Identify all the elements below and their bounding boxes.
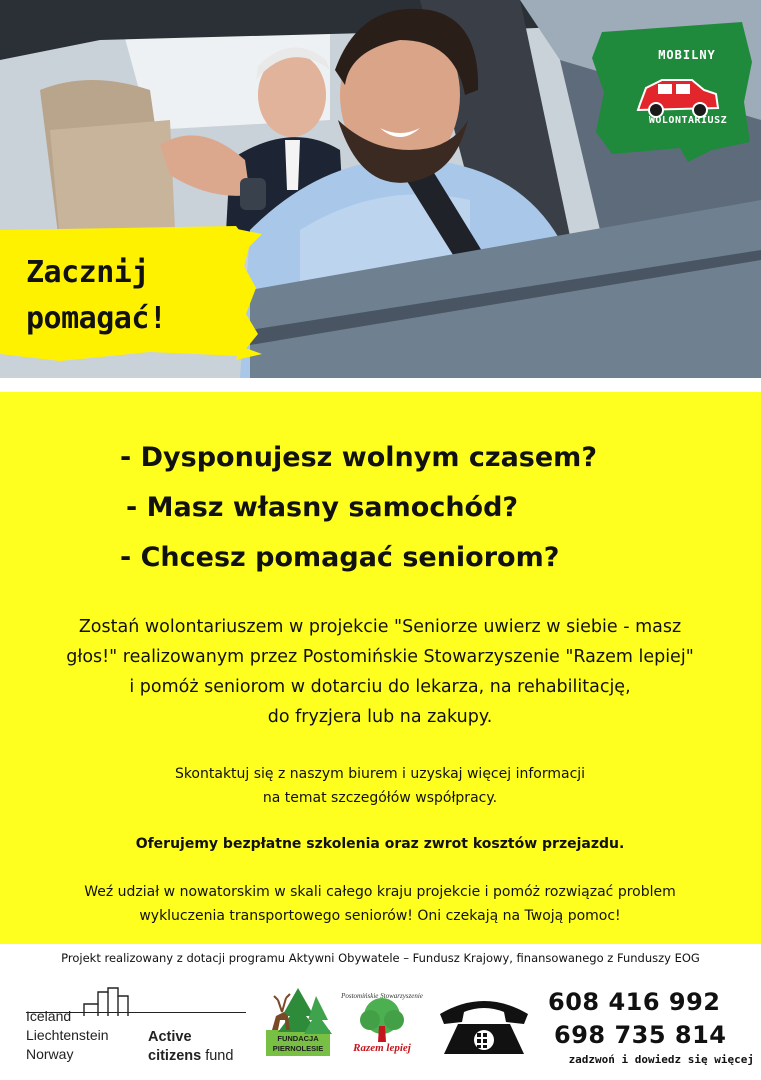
telephone-icon	[436, 994, 532, 1056]
tree-icon	[360, 998, 404, 1042]
fundacja-line: FUNDACJA	[277, 1034, 319, 1043]
funding-note: Projekt realizowany z dotacji programu Aktywni Obywatele – Fundusz Krajowy, finansowanego z Funduszy EOG	[61, 951, 700, 965]
question-item: - Masz własny samochód?	[126, 492, 519, 523]
fundacja-line: PIERNOLESIE	[272, 1044, 324, 1053]
razem-name: Razem lepiej	[353, 1042, 411, 1054]
main-paragraph	[20, 612, 740, 732]
logo-subtitle: WOLONTARIUSZ	[648, 115, 728, 126]
fundacja-label	[265, 1034, 331, 1054]
country-name: Iceland	[26, 1008, 72, 1024]
active-citizens-fund	[148, 1028, 268, 1066]
fund-label: fund	[201, 1048, 234, 1064]
eea-countries	[26, 1007, 136, 1064]
paragraph-line: na temat szczegółów współpracy.	[262, 790, 498, 806]
paragraph-line: Skontaktuj się z naszym biurem i uzyskaj więcej informacji	[174, 766, 586, 782]
country-name: Norway	[26, 1046, 74, 1062]
paragraph-line: Zostań wolontariuszem w projekcie "Seniorze uwierz w siebie - masz	[78, 617, 682, 637]
paragraph-line: do fryzjera lub na zakupy.	[267, 707, 493, 727]
paragraph-line: wykluczenia transportowego seniorów! Oni czekają na Twoją pomoc!	[139, 908, 621, 924]
mobilny-wolontariusz-logo	[592, 22, 752, 162]
logo-title: MOBILNY	[658, 48, 716, 62]
citizens-label: citizens	[148, 1048, 202, 1064]
final-paragraph	[20, 880, 740, 928]
tagline-text: Zacznij pomagać!	[26, 255, 167, 336]
offer-text: Oferujemy bezpłatne szkolenia oraz zwrot kosztów przejazdu.	[135, 836, 625, 852]
active-label: Active	[148, 1029, 192, 1045]
questions-list	[120, 433, 680, 583]
question-item: - Dysponujesz wolnym czasem?	[120, 442, 597, 473]
call-to-action: zadzwoń i dowiedz się więcej	[568, 1053, 754, 1066]
contact-paragraph	[20, 762, 740, 810]
paragraph-line: głos!" realizowanym przez Postomińskie Stowarzyszenie "Razem lepiej"	[66, 647, 694, 667]
phone-numbers	[548, 986, 728, 1052]
phone-number[interactable]: 698 735 814	[554, 1021, 727, 1049]
paragraph-line: Weź udział w nowatorskim w skali całego kraju projekcie i pomóż rozwiązać problem	[84, 884, 676, 900]
phone-number[interactable]: 608 416 992	[548, 988, 721, 1016]
paragraph-line: i pomóż seniorom w dotarciu do lekarza, na rehabilitację,	[129, 677, 631, 697]
razem-arc-text: Postomińskie Stowarzyszenie	[341, 992, 423, 1000]
country-name: Liechtenstein	[26, 1027, 109, 1043]
question-item: - Chcesz pomagać seniorom?	[120, 542, 560, 573]
